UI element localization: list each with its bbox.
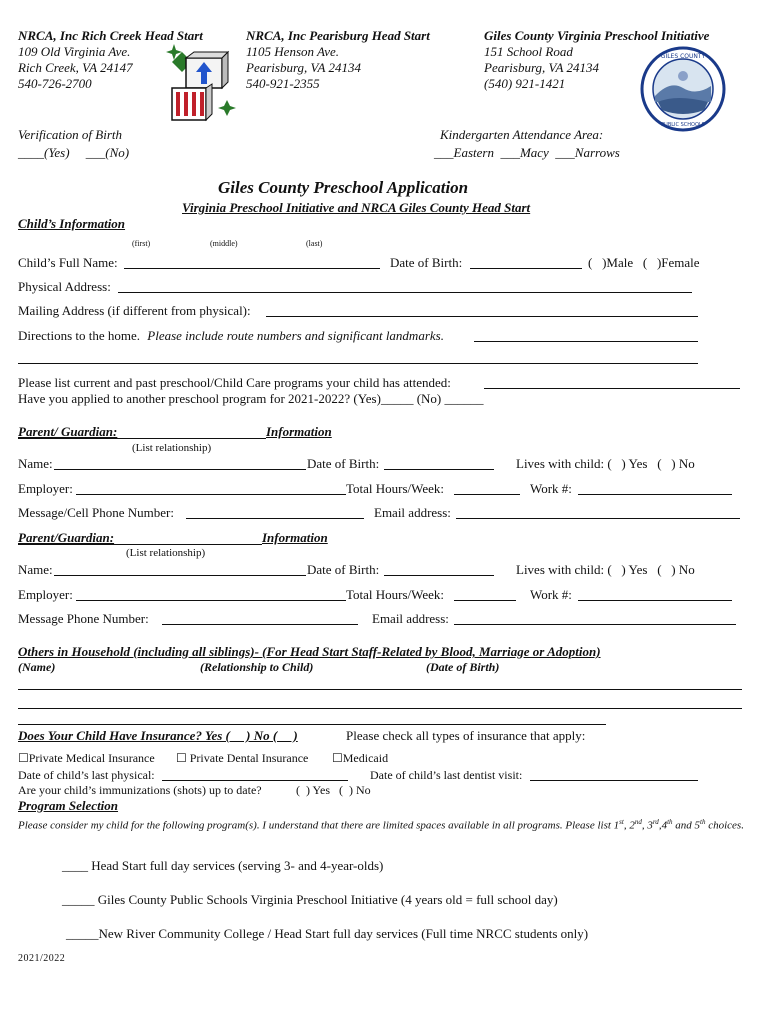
household-row-1[interactable] [18, 689, 742, 690]
household-row-3[interactable] [18, 724, 606, 725]
household-heading: Others in Household (including all siblings)- (For Head Start Staff-Related by Blood, Marriage or Adoption) [18, 644, 601, 659]
household-col-dob: (Date of Birth) [426, 660, 500, 674]
middle-name-hint: (middle) [210, 239, 238, 248]
physical-address-field[interactable] [118, 292, 692, 293]
insurance-check-all: Please check all types of insurance that apply: [346, 728, 586, 743]
child-name-label: Child’s Full Name: [18, 255, 118, 270]
child-name-field[interactable] [124, 268, 380, 269]
parent1-phone-field[interactable] [186, 518, 364, 519]
org2-phone: 540-921-2355 [246, 76, 320, 91]
org2-address1: 1105 Henson Ave. [246, 44, 340, 59]
program-instructions-a: Please consider my child for the following program(s). I understand that there are limited spaces available in all programs. Please list 1 [18, 819, 620, 832]
last-dentist-label: Date of child’s last dentist visit: [370, 768, 523, 782]
org3-name: Giles County Virginia Preschool Initiative [484, 28, 710, 43]
parent1-name-field[interactable] [54, 469, 306, 470]
county-seal-icon [640, 46, 726, 132]
parent2-employer-label: Employer: [18, 587, 73, 602]
private-dental-checkbox[interactable]: ☐ Private Dental Insurance [176, 751, 309, 765]
parent2-heading-a: Parent/Guardian: [18, 530, 115, 545]
parent1-phone-label: Message/Cell Phone Number: [18, 505, 174, 520]
program-instructions-c: choices. [708, 819, 744, 832]
directions-hint: Please include route numbers and significant landmarks. [147, 328, 444, 343]
child-dob-label: Date of Birth: [390, 255, 463, 270]
physical-address-label: Physical Address: [18, 279, 111, 294]
parent2-name-label: Name: [18, 562, 53, 577]
last-dentist-field[interactable] [530, 780, 698, 781]
org3-phone: (540) 921-1421 [484, 76, 566, 91]
program-selection-heading: Program Selection [18, 798, 119, 813]
household-col-relationship: (Relationship to Child) [200, 660, 314, 674]
insurance-question[interactable]: Does Your Child Have Insurance? Yes ( ) No ( ) [18, 728, 298, 743]
household-col-name: (Name) [18, 660, 56, 674]
verification-block [18, 126, 129, 162]
sup-th-4: th [667, 818, 673, 826]
parent2-name-field[interactable] [54, 575, 306, 576]
org1-address1: 109 Old Virginia Ave. [18, 44, 131, 59]
parent1-heading-underline [18, 438, 266, 439]
program-instructions: Please consider my child for the following program(s). I understand that there are limited spaces available in all programs. Please list 1st, 2nd, 3rd,4th and 5th choices. [18, 818, 744, 832]
verification-options[interactable]: ____(Yes) ___(No) [18, 145, 130, 160]
org3-address2: Pearisburg, VA 24134 [484, 60, 599, 75]
directions-label [18, 328, 444, 344]
parent1-hours-field[interactable] [454, 494, 520, 495]
parent2-phone-field[interactable] [162, 624, 358, 625]
parent1-relationship-hint: (List relationship) [132, 442, 212, 454]
parent2-work-field[interactable] [578, 600, 732, 601]
mailing-address-field[interactable] [266, 316, 698, 317]
parent2-relationship-hint: (List relationship) [126, 547, 206, 559]
parent2-phone-label: Message Phone Number: [18, 611, 149, 626]
last-physical-label: Date of child’s last physical: [18, 768, 155, 782]
parent1-work-label: Work #: [530, 481, 572, 496]
org1-name: NRCA, Inc Rich Creek Head Start [18, 28, 203, 43]
parent2-hours-label: Total Hours/Week: [346, 587, 445, 602]
parent1-dob-field[interactable] [384, 469, 494, 470]
sup-rd: rd [652, 818, 659, 826]
blocks-logo-icon [158, 44, 238, 124]
last-name-hint: (last) [306, 239, 323, 248]
svg-text:GILES COUNTY: GILES COUNTY [660, 53, 706, 60]
parent2-heading-b: Information [262, 530, 328, 545]
programs-attended-field[interactable] [484, 388, 740, 389]
parent1-employer-label: Employer: [18, 481, 73, 496]
sup-nd: nd [634, 818, 642, 826]
parent2-heading-underline [18, 544, 262, 545]
program-option-nrcc[interactable]: _____New River Community College / Head Start full day services (Full time NRCC students only) [66, 926, 589, 941]
directions-text: Directions to the home. [18, 328, 141, 343]
private-medical-checkbox[interactable]: ☐Private Medical Insurance [18, 751, 155, 765]
parent1-work-field[interactable] [578, 494, 732, 495]
applied-other-program[interactable]: Have you applied to another preschool program for 2021-2022? (Yes)_____ (No) ______ [18, 391, 484, 406]
parent2-email-label: Email address: [372, 611, 449, 626]
footer-year: 2021/2022 [18, 953, 66, 964]
mailing-address-label: Mailing Address (if different from physical): [18, 303, 251, 318]
directions-field[interactable] [474, 341, 698, 342]
kindergarten-block [434, 126, 620, 162]
programs-attended-label: Please list current and past preschool/Child Care programs your child has attended: [18, 375, 451, 390]
org1-phone: 540-726-2700 [18, 76, 92, 91]
first-name-hint: (first) [132, 239, 151, 248]
parent1-employer-field[interactable] [76, 494, 346, 495]
parent2-work-label: Work #: [530, 587, 572, 602]
sup-th-5: th [700, 818, 706, 826]
child-dob-field[interactable] [470, 268, 582, 269]
kindergarten-options[interactable]: ___Eastern ___Macy ___Narrows [434, 145, 620, 160]
program-option-head-start[interactable]: ____ Head Start full day services (serving 3- and 4-year-olds) [62, 858, 384, 873]
parent2-email-field[interactable] [454, 624, 736, 625]
parent2-dob-label: Date of Birth: [307, 562, 380, 577]
parent1-email-label: Email address: [374, 505, 451, 520]
verification-label: Verification of Birth [18, 127, 122, 142]
org2-block [246, 28, 430, 92]
org2-address2: Pearisburg, VA 24134 [246, 60, 361, 75]
org1-address2: Rich Creek, VA 24147 [18, 60, 133, 75]
immunizations-options[interactable]: ( ) Yes ( ) No [296, 783, 371, 797]
parent2-employer-field[interactable] [76, 600, 346, 601]
org3-address1: 151 School Road [484, 44, 573, 59]
parent1-email-field[interactable] [456, 518, 740, 519]
parent1-name-label: Name: [18, 456, 53, 471]
page-title: Giles County Preschool Application [218, 178, 469, 197]
child-gender-options[interactable]: ( )Male ( )Female [588, 255, 700, 270]
parent2-hours-field[interactable] [454, 600, 516, 601]
svg-text:PUBLIC SCHOOLS: PUBLIC SCHOOLS [661, 122, 705, 128]
org2-name: NRCA, Inc Pearisburg Head Start [246, 28, 430, 43]
sup-st: st [619, 818, 624, 826]
kindergarten-label: Kindergarten Attendance Area: [440, 127, 604, 142]
program-option-vpi[interactable]: _____ Giles County Public Schools Virginia Preschool Initiative (4 years old = full school day) [62, 892, 558, 907]
parent1-hours-label: Total Hours/Week: [346, 481, 445, 496]
last-physical-field[interactable] [162, 780, 348, 781]
directions-field-2[interactable] [18, 363, 698, 364]
parent1-heading-a: Parent/ Guardian: [18, 424, 118, 439]
medicaid-checkbox[interactable]: ☐Medicaid [332, 751, 389, 765]
page-subtitle: Virginia Preschool Initiative and NRCA Giles County Head Start [182, 200, 531, 215]
parent1-dob-label: Date of Birth: [307, 456, 380, 471]
parent2-dob-field[interactable] [384, 575, 494, 576]
household-row-2[interactable] [18, 708, 742, 709]
parent2-lives-with-child[interactable]: Lives with child: ( ) Yes ( ) No [516, 562, 695, 577]
parent1-heading-b: Information [266, 424, 332, 439]
child-section-heading: Child’s Information [18, 216, 126, 231]
program-instructions-b: and 5 [675, 819, 701, 832]
parent1-lives-with-child[interactable]: Lives with child: ( ) Yes ( ) No [516, 456, 695, 471]
immunizations-label: Are your child’s immunizations (shots) up to date? [18, 783, 262, 797]
